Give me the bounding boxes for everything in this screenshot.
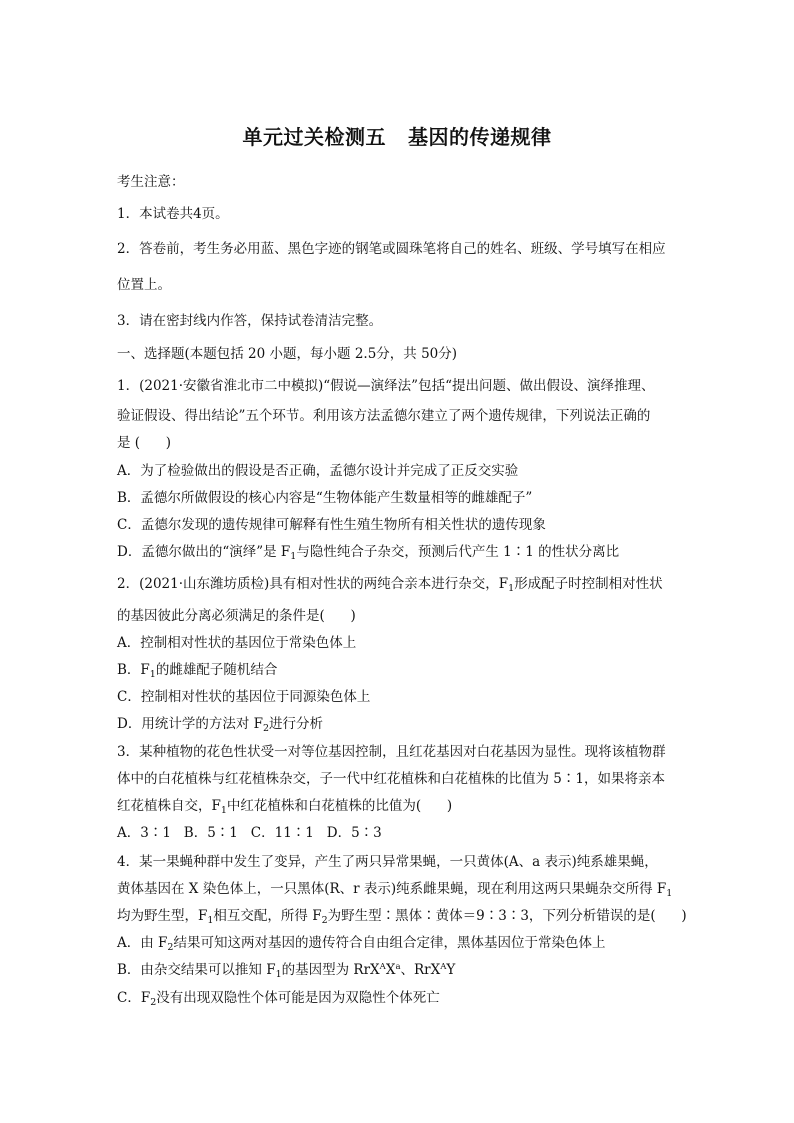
q2-option-a: A．控制相对性状的基因位于常染色体上 — [117, 635, 357, 651]
q3-line-1: 3．某种植物的花色性状受一对等位基因控制，且红花基因对白花基因为显性。现将该植物群 — [117, 744, 666, 760]
section-heading: 一、选择题(本题包括 20 小题，每小题 2.5分，共 50分) — [117, 346, 458, 362]
q2-line-1: 2．(2021·山东潍坊质检)具有相对性状的两纯合亲本进行杂交，$F_1$形成配子时控制相对性状 — [117, 576, 663, 594]
notice-item-2b: 位置上。 — [117, 277, 171, 293]
q1-option-a: A．为了检验做出的假设是否正确，孟德尔设计并完成了正反交实验 — [117, 463, 519, 479]
q1-option-b: B．孟德尔所做假设的核心内容是“生物体能产生数量相等的雌雄配子” — [117, 490, 533, 506]
page-title — [0, 121, 794, 150]
title-sub: 基因的传递规律 — [408, 125, 552, 149]
q4-line-2: 黄体基因在 X 染色体上，一只黑体(R、r 表示)纯系雌果蝇，现在利用这两只果蝇杂交所得 $F_1$ — [117, 881, 673, 899]
q3-line-3: 红花植株自交，$F_1$中红花植株和白花植株的比值为( ) — [117, 798, 453, 816]
q1-line-3: 是 ( ) — [117, 435, 172, 451]
q1-line-2: 验证假设、得出结论”五个环节。利用该方法孟德尔建立了两个遗传规律，下列说法正确的 — [117, 408, 651, 424]
q1-line-1: 1．(2021·安徽省淮北市二中模拟)“假说—演绎法”包括“提出问题、做出假设、演绎推理、 — [117, 378, 655, 394]
notice-item-1: 1．本试卷共4页。 — [117, 206, 229, 222]
q2-option-c: C．控制相对性状的基因位于同源染色体上 — [117, 689, 371, 705]
q2-option-b: B．$F_1$的雌雄配子随机结合 — [117, 662, 278, 680]
q3-line-2: 体中的白花植株与红花植株杂交，子一代中红花植株和白花植株的比值为 5∶1，如果将亲本 — [117, 771, 665, 787]
q4-option-a: A．由 $F_2$结果可知这两对基因的遗传符合自由组合定律，黑体基因位于常染色体上 — [117, 935, 606, 953]
q3-options: A．3∶1 B．5∶1 C．11∶1 D．5∶3 — [117, 825, 382, 841]
q4-option-c: C．$F_2$没有出现双隐性个体可能是因为双隐性个体死亡 — [117, 990, 440, 1008]
q1-option-c: C．孟德尔发现的遗传规律可解释有性生殖生物所有相关性状的遗传现象 — [117, 517, 546, 533]
notice-item-3: 3．请在密封线内作答，保持试卷清洁完整。 — [117, 313, 383, 329]
q2-line-2: 的基因彼此分离必须满足的条件是( ) — [117, 608, 356, 624]
q4-line-1: 4．某一果蝇种群中发生了变异，产生了两只异常果蝇，一只黄体(A、a 表示)纯系雄果蝇， — [117, 854, 658, 870]
notice-header: 考生注意： — [117, 174, 185, 190]
title-main: 单元过关检测五 — [242, 125, 386, 149]
q2-option-d: D．用统计学的方法对 $F_2$进行分析 — [117, 716, 324, 734]
q1-option-d: D．孟德尔做出的“演绎”是 $F_1$与隐性纯合子杂交，预测后代产生 1∶1 的性状分离比 — [117, 544, 620, 562]
q4-line-3: 均为野生型，$F_1$相互交配，所得 $F_2$为野生型∶黑体∶黄体＝9∶3∶3，下列分析错误的是( ) — [117, 908, 687, 926]
notice-item-2a: 2．答卷前，考生务必用蓝、黑色字迹的钢笔或圆珠笔将自己的姓名、班级、学号填写在相应 — [117, 241, 666, 257]
q4-option-b: B．由杂交结果可以推知 $F_1$的基因型为 $RrX^AX^a$、RrX$^A$Y — [117, 962, 456, 980]
